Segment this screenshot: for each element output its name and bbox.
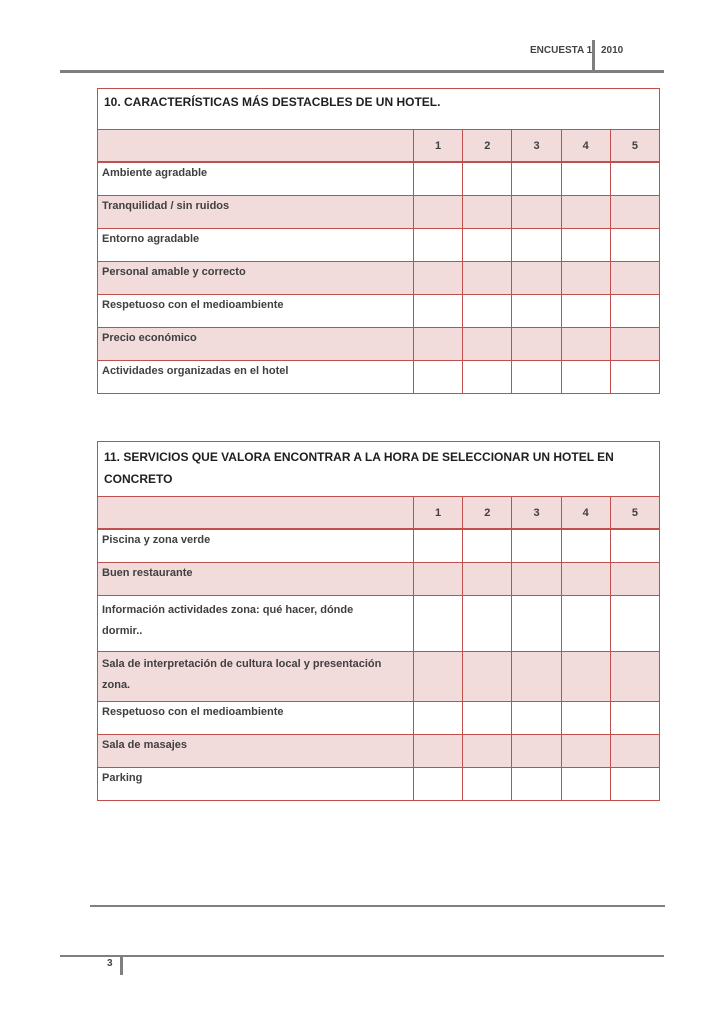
score-cell-3[interactable] xyxy=(512,596,561,651)
score-cell-4[interactable] xyxy=(562,596,611,651)
score-cell-3[interactable] xyxy=(512,295,561,327)
score-cell-5[interactable] xyxy=(611,652,659,701)
survey-table-11 xyxy=(97,441,660,801)
table-row xyxy=(98,361,659,393)
score-cell-5[interactable] xyxy=(611,768,659,800)
score-cell-2[interactable] xyxy=(463,229,512,261)
score-cell-2[interactable] xyxy=(463,652,512,701)
page-number-separator xyxy=(120,955,123,975)
table-row xyxy=(98,229,659,262)
score-cell-1[interactable] xyxy=(414,735,463,767)
score-cell-2[interactable] xyxy=(463,196,512,228)
score-cell-1[interactable] xyxy=(414,295,463,327)
document-label: ENCUESTA 1 xyxy=(530,45,593,56)
score-cell-3[interactable] xyxy=(512,702,561,734)
table-row xyxy=(98,652,659,702)
score-cell-2[interactable] xyxy=(463,596,512,651)
scale-header-4: 4 xyxy=(562,497,611,528)
row-label: Tranquilidad / sin ruidos xyxy=(98,196,414,228)
score-cell-4[interactable] xyxy=(562,229,611,261)
row-label: Información actividades zona: qué hacer, dónde dormir.. xyxy=(98,596,414,651)
section-title xyxy=(98,442,659,497)
score-cell-2[interactable] xyxy=(463,295,512,327)
score-cell-4[interactable] xyxy=(562,702,611,734)
score-cell-3[interactable] xyxy=(512,163,561,195)
table-row xyxy=(98,328,659,361)
score-cell-5[interactable] xyxy=(611,735,659,767)
scale-header-row xyxy=(98,130,659,163)
row-label: Sala de interpretación de cultura local y presentación zona. xyxy=(98,652,414,701)
score-cell-4[interactable] xyxy=(562,768,611,800)
score-cell-5[interactable] xyxy=(611,328,659,360)
score-cell-5[interactable] xyxy=(611,163,659,195)
label-header-cell xyxy=(98,130,414,161)
table-row xyxy=(98,196,659,229)
table-row xyxy=(98,295,659,328)
score-cell-4[interactable] xyxy=(562,163,611,195)
table-row xyxy=(98,530,659,563)
table-row xyxy=(98,702,659,735)
score-cell-1[interactable] xyxy=(414,262,463,294)
score-cell-1[interactable] xyxy=(414,702,463,734)
score-cell-5[interactable] xyxy=(611,596,659,651)
score-cell-5[interactable] xyxy=(611,196,659,228)
row-label: Buen restaurante xyxy=(98,563,414,595)
score-cell-3[interactable] xyxy=(512,262,561,294)
scale-header-3: 3 xyxy=(512,497,561,528)
scale-header-5: 5 xyxy=(631,139,638,152)
score-cell-4[interactable] xyxy=(562,361,611,393)
section-title-line-2: CONCRETO xyxy=(104,472,173,486)
score-cell-5[interactable] xyxy=(611,702,659,734)
score-cell-1[interactable] xyxy=(414,163,463,195)
footer-rule-bottom xyxy=(60,955,664,957)
table-row xyxy=(98,735,659,768)
score-cell-4[interactable] xyxy=(562,328,611,360)
score-cell-5[interactable] xyxy=(611,563,659,595)
scale-header-2: 2 xyxy=(463,130,512,161)
score-cell-3[interactable] xyxy=(512,328,561,360)
score-cell-3[interactable] xyxy=(512,229,561,261)
scale-header-1: 1 xyxy=(414,130,463,161)
scale-header-5: 5 xyxy=(631,506,638,519)
row-label: Respetuoso con el medioambiente xyxy=(98,295,414,327)
score-cell-2[interactable] xyxy=(463,262,512,294)
score-cell-1[interactable] xyxy=(414,530,463,562)
score-cell-5[interactable] xyxy=(611,229,659,261)
score-cell-1[interactable] xyxy=(414,768,463,800)
score-cell-4[interactable] xyxy=(562,735,611,767)
score-cell-1[interactable] xyxy=(414,196,463,228)
score-cell-2[interactable] xyxy=(463,563,512,595)
header-rule xyxy=(60,70,664,73)
score-cell-4[interactable] xyxy=(562,196,611,228)
row-label: Entorno agradable xyxy=(98,229,414,261)
row-label: Sala de masajes xyxy=(98,735,414,767)
row-label: Respetuoso con el medioambiente xyxy=(98,702,414,734)
label-header-cell xyxy=(98,497,414,528)
score-cell-5[interactable] xyxy=(611,295,659,327)
score-cell-5[interactable] xyxy=(611,530,659,562)
table-row xyxy=(98,163,659,196)
score-cell-2[interactable] xyxy=(463,328,512,360)
page-number: 3 xyxy=(107,958,113,969)
score-cell-2[interactable] xyxy=(463,735,512,767)
row-label: Ambiente agradable xyxy=(98,163,414,195)
header-separator xyxy=(592,40,595,70)
score-cell-1[interactable] xyxy=(414,328,463,360)
row-label: Personal amable y correcto xyxy=(98,262,414,294)
footer-rule xyxy=(90,905,665,907)
score-cell-2[interactable] xyxy=(463,530,512,562)
score-cell-2[interactable] xyxy=(463,163,512,195)
row-label: Parking xyxy=(98,768,414,800)
score-cell-1[interactable] xyxy=(414,361,463,393)
score-cell-3[interactable] xyxy=(512,196,561,228)
score-cell-3[interactable] xyxy=(512,530,561,562)
score-cell-1[interactable] xyxy=(414,596,463,651)
scale-header-row xyxy=(98,497,659,530)
table-row xyxy=(98,262,659,295)
scale-header-2: 2 xyxy=(463,497,512,528)
scale-header-3: 3 xyxy=(512,130,561,161)
score-cell-5[interactable] xyxy=(611,361,659,393)
survey-table-10 xyxy=(97,88,660,394)
score-cell-4[interactable] xyxy=(562,563,611,595)
table-row xyxy=(98,768,659,800)
scale-header-4: 4 xyxy=(562,130,611,161)
row-label: Actividades organizadas en el hotel xyxy=(98,361,414,393)
scale-header-1: 1 xyxy=(414,497,463,528)
score-cell-5[interactable] xyxy=(611,262,659,294)
document-year: 2010 xyxy=(601,45,624,56)
section-title-text: 10. CARACTERÍSTICAS MÁS DESTACBLES DE UN HOTEL. xyxy=(104,95,441,109)
score-cell-3[interactable] xyxy=(512,652,561,701)
table-row xyxy=(98,596,659,652)
score-cell-3[interactable] xyxy=(512,768,561,800)
row-label: Precio económico xyxy=(98,328,414,360)
score-cell-3[interactable] xyxy=(512,563,561,595)
score-cell-3[interactable] xyxy=(512,361,561,393)
score-cell-2[interactable] xyxy=(463,702,512,734)
score-cell-2[interactable] xyxy=(463,768,512,800)
score-cell-3[interactable] xyxy=(512,735,561,767)
score-cell-4[interactable] xyxy=(562,262,611,294)
score-cell-4[interactable] xyxy=(562,652,611,701)
score-cell-1[interactable] xyxy=(414,563,463,595)
row-label: Piscina y zona verde xyxy=(98,530,414,562)
score-cell-2[interactable] xyxy=(463,361,512,393)
score-cell-1[interactable] xyxy=(414,652,463,701)
section-title xyxy=(98,89,659,130)
section-title-line-1: 11. SERVICIOS QUE VALORA ENCONTRAR A LA HORA DE SELECCIONAR UN HOTEL EN xyxy=(104,450,614,464)
score-cell-4[interactable] xyxy=(562,295,611,327)
table-row xyxy=(98,563,659,596)
score-cell-1[interactable] xyxy=(414,229,463,261)
score-cell-4[interactable] xyxy=(562,530,611,562)
